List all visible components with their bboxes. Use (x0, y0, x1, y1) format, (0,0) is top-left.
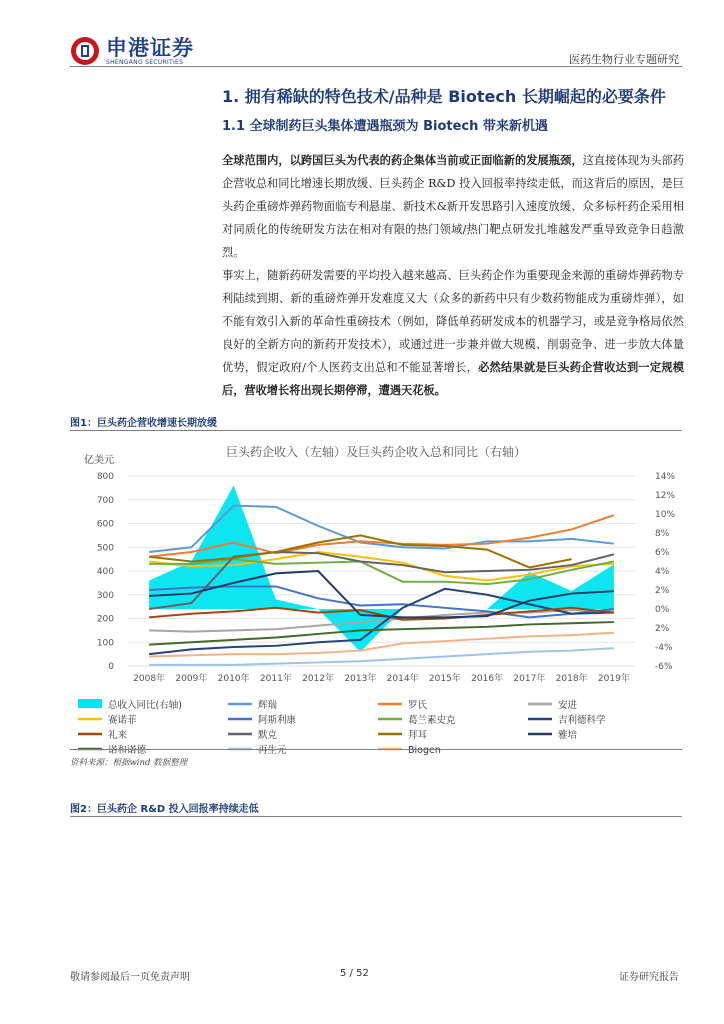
x-tick-label: 2013年 (344, 674, 377, 684)
y-tick-label: 800 (96, 472, 114, 482)
figure-2-title: 图2：巨头药企 R&D 投入回报率持续走低 (70, 804, 259, 815)
y2-tick-label: 4% (655, 567, 670, 577)
x-tick-label: 2014年 (386, 674, 419, 684)
paragraph-1-body: 这直接体现为头部药企营收总和同比增速长期放缓、巨头药企 R&D 投入回报率持续走低，而这背后的原因，是巨头药企重磅炸弹药物面临专利悬崖、新技术&新开发思路引入速度放缓、众多标杆药企采用相对同质化的传统研发方法在相对有限的热门领域/热门靶点研发扎堆越发严重导致竞争日趋激烈。 (222, 154, 684, 259)
y2-tick-label: 0% (655, 605, 670, 615)
paragraph-2-conclusion: 必然结果就是巨头药企营收达到一定规模后，营收增长将出现长期停滞，遭遇天花板。 (222, 360, 684, 397)
y-tick-label: 500 (96, 543, 114, 554)
legend-label: 葛兰素史克 (408, 715, 456, 726)
legend-label: 诺和诺德 (108, 745, 147, 756)
legend-label: 再生元 (258, 745, 287, 756)
y2-tick-label: 2% (655, 624, 670, 634)
series-line-Biogen (149, 633, 614, 657)
legend-label: 礼来 (108, 730, 128, 741)
x-tick-label: 2009年 (175, 674, 208, 684)
subsection-heading: 1.1 全球制药巨头集体遭遇瓶颈为 Biotech 带来新机遇 (222, 119, 548, 134)
footer-disclaimer: 敬请参阅最后一页免责声明 (70, 972, 190, 983)
legend-label: 罗氏 (408, 700, 428, 711)
y2-tick-label: 6% (655, 548, 670, 558)
legend-label: Biogen (408, 745, 441, 756)
brand-name-en: SHENGANG SECURITIES (106, 58, 184, 66)
y2-tick-label: 10% (655, 510, 676, 520)
y2-tick-label: -6% (655, 662, 673, 672)
x-tick-label: 2019年 (597, 674, 630, 684)
paragraph-2 (222, 264, 684, 402)
revenue-chart (70, 436, 682, 756)
legend-label: 安进 (558, 700, 578, 711)
brand-logo (70, 36, 194, 66)
figure-1-source: 资料来源：根据wind 数据整理 (70, 758, 188, 768)
shengang-logo-icon (70, 36, 100, 66)
legend-label: 拜耳 (408, 730, 428, 741)
x-tick-label: 2011年 (259, 674, 292, 684)
y-tick-label: 200 (96, 614, 114, 625)
chart-title: 巨头药企收入（左轴）及巨头药企收入总和同比（右轴） (225, 445, 527, 459)
chart-y-axis-label: 亿美元 (84, 455, 114, 466)
x-tick-label: 2008年 (133, 674, 166, 684)
footer-report-label: 证券研究报告 (619, 972, 679, 983)
x-tick-label: 2015年 (428, 674, 461, 684)
y-tick-label: 700 (96, 495, 114, 506)
legend-label: 总收入同比(右轴) (108, 700, 182, 711)
figure-2-divider (70, 816, 682, 817)
legend-label: 阿斯利康 (258, 715, 297, 726)
y-tick-label: 400 (96, 567, 114, 577)
x-tick-label: 2016年 (471, 674, 504, 684)
x-tick-label: 2017年 (513, 674, 546, 684)
brand-name-cn: 申港证券 (106, 35, 194, 60)
y2-tick-label: -4% (655, 643, 673, 653)
legend-label: 赛诺菲 (108, 715, 137, 726)
y-tick-label: 300 (96, 590, 114, 601)
header-divider (70, 66, 682, 67)
y-tick-label: 600 (96, 519, 114, 530)
y2-tick-label: 8% (655, 529, 670, 539)
figure-1-divider (70, 430, 682, 431)
report-type: 医药生物行业专题研究 (569, 53, 679, 66)
figure-1-title: 图1：巨头药企营收增速长期放缓 (70, 418, 217, 429)
legend-label: 默克 (258, 730, 278, 741)
x-tick-label: 2010年 (217, 674, 250, 684)
x-tick-label: 2012年 (302, 674, 335, 684)
paragraph-1-lead: 全球范围内，以跨国巨头为代表的药企集体当前或正面临新的发展瓶颈， (222, 153, 583, 167)
legend-label: 辉瑞 (258, 700, 278, 711)
legend-swatch (78, 699, 102, 708)
y2-tick-label: 14% (655, 472, 676, 482)
legend-label: 雅培 (558, 730, 578, 741)
section-heading: 1. 拥有稀缺的特色技术/品种是 Biotech 长期崛起的必要条件 (222, 87, 666, 106)
y2-tick-label: 12% (655, 491, 676, 501)
y-tick-label: 100 (96, 638, 114, 649)
paragraph-1 (222, 149, 684, 264)
legend-label: 吉利德科学 (558, 715, 606, 726)
paragraph-2-body: 事实上，随新药研发需要的平均投入越来越高、巨头药企作为重要现金来源的重磅炸弹药物专利陆续到期、新的重磅炸弹开发难度又大（众多的新药中只有少数药物能成为重磅炸弹），如不能有效引入新的革命性重磅技术（例如，降低单药研发成本的机器学习，或是竞争格局依然良好的全新方向的新药开发技术），或通过进一步兼并做大规模、削弱竞争、进一步放大体量优势，假定政府/个人医药支出总和不能显著增长， (222, 269, 684, 374)
page-number: 5 / 52 (340, 968, 369, 979)
source-divider (70, 749, 682, 750)
series-line-再生元 (149, 648, 614, 665)
y2-tick-label: 2% (655, 586, 670, 596)
y-tick-label: 0 (108, 662, 114, 672)
x-tick-label: 2018年 (555, 674, 588, 684)
